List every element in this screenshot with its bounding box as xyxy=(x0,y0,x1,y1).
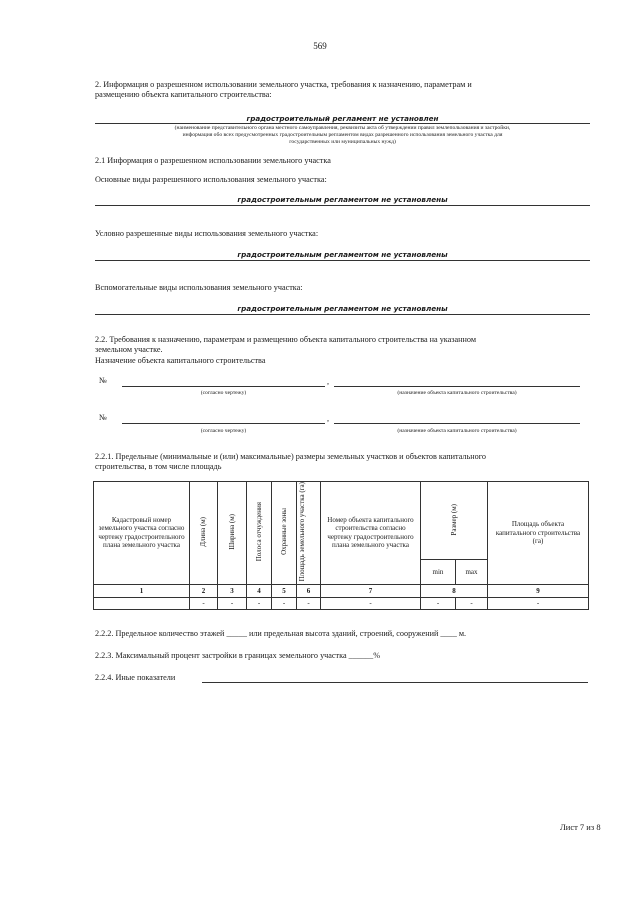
regulation-note-1: (наименование представительного органа местного самоуправления, реквизиты акта об утверждении правил землепользования и застройки, xyxy=(174,125,511,131)
col-number-9: 9 xyxy=(488,584,589,597)
other-indicators-field[interactable] xyxy=(202,682,588,683)
sheet-counter: Лист 7 из 8 xyxy=(560,822,601,832)
header-protection-zones-text: Охранные зоны xyxy=(279,508,288,556)
main-uses-underline xyxy=(95,205,590,206)
col-number-3: 3 xyxy=(218,584,247,597)
object-number-label-1: № xyxy=(99,376,107,385)
comma-1: , xyxy=(327,377,330,386)
section-2-2-1-heading-cont: строительства, в том числе площадь xyxy=(95,462,222,471)
object-number-label-2: № xyxy=(99,413,107,422)
col-number-6: 6 xyxy=(297,584,321,597)
data-cell-7: - xyxy=(321,597,421,609)
col-number-5: 5 xyxy=(272,584,297,597)
header-object-area-text: Площадь объекта капитального строительства (га) xyxy=(495,520,581,546)
main-uses-label: Основные виды разрешенного использования земельного участка: xyxy=(95,175,327,184)
header-size xyxy=(421,482,488,560)
header-length xyxy=(190,482,218,585)
header-object-number-text: Номер объекта капитального строительства согласно чертежу градостроительного плана земельного участка xyxy=(327,515,414,550)
header-width xyxy=(218,482,247,585)
auxiliary-uses-underline xyxy=(95,314,590,315)
header-exclusion-strip xyxy=(247,482,272,585)
auxiliary-uses-label: Вспомогательные виды использования земельного участка: xyxy=(95,283,303,292)
section-2-2-3: 2.2.3. Максимальный процент застройки в границах земельного участка ______% xyxy=(95,651,381,660)
page-number: 569 xyxy=(313,41,327,51)
data-cell-10: - xyxy=(488,597,589,609)
header-cadastral-number-text: Кадастровый номер земельного участка согласно чертежу градостроительного плана земельного участка xyxy=(98,515,185,550)
data-cell-5: - xyxy=(272,597,297,609)
header-plot-area-text: Площадь земельного участка (га) xyxy=(297,482,306,582)
section-2-2-2: 2.2.2. Предельное количество этажей _____ или предельная высота зданий, строений, сооружений ____ м. xyxy=(95,629,467,638)
object-number-field-1[interactable] xyxy=(122,386,325,387)
col-number-8: 8 xyxy=(421,584,488,597)
regulation-underline xyxy=(95,123,590,124)
caption-left-1: (согласно чертежу) xyxy=(200,390,247,396)
object-purpose-field-1[interactable] xyxy=(334,386,580,387)
conditional-uses-value: градостроительным регламентом не установлены xyxy=(237,250,448,259)
header-cadastral-number xyxy=(94,482,190,585)
header-object-number xyxy=(321,482,421,585)
auxiliary-uses-value: градостроительным регламентом не установлены xyxy=(237,304,448,313)
caption-right-1: (назначение объекта капитального строительства) xyxy=(397,390,517,396)
section-2-2-4-label: 2.2.4. Иные показатели xyxy=(95,673,176,682)
col-number-4: 4 xyxy=(247,584,272,597)
header-size-min: min xyxy=(421,560,456,585)
data-cell-1 xyxy=(94,597,190,609)
header-protection-zones xyxy=(272,482,297,585)
caption-left-2: (согласно чертежу) xyxy=(200,428,247,434)
caption-right-2: (назначение объекта капитального строительства) xyxy=(397,428,517,434)
data-cell-8: - xyxy=(421,597,456,609)
header-length-text: Длина (м) xyxy=(199,516,208,547)
conditional-uses-underline xyxy=(95,260,590,261)
section-2-heading-cont: размещению объекта капитального строительства: xyxy=(95,90,272,99)
section-2-heading: 2. Информация о разрешенном использовании земельного участка, требования к назначению, параметрам и xyxy=(95,80,472,89)
section-2-2-heading-cont: земельном участке. xyxy=(95,345,163,354)
main-uses-value: градостроительным регламентом не установлены xyxy=(237,195,448,204)
data-cell-3: - xyxy=(218,597,247,609)
regulation-note-2: информация обо всех предусмотренных градостроительным регламентом видах разрешенного использования земельного участка для xyxy=(182,132,503,138)
section-2-2-1-heading: 2.2.1. Предельные (минимальные и (или) максимальные) размеры земельных участков и объектов капитального xyxy=(95,452,486,461)
purpose-label: Назначение объекта капитального строительства xyxy=(95,356,266,365)
header-size-max: max xyxy=(456,560,488,585)
col-number-7: 7 xyxy=(321,584,421,597)
header-exclusion-strip-text: Полоса отчуждения xyxy=(254,502,263,562)
data-cell-2: - xyxy=(190,597,218,609)
data-cell-9: - xyxy=(456,597,488,609)
header-object-area xyxy=(488,482,589,585)
object-number-field-2[interactable] xyxy=(122,423,325,424)
regulation-note-3: государственных или муниципальных нужд) xyxy=(289,139,396,145)
header-width-text: Ширина (м) xyxy=(227,513,236,550)
header-size-text: Размер (м) xyxy=(449,503,458,536)
col-number-1: 1 xyxy=(94,584,190,597)
object-purpose-field-2[interactable] xyxy=(334,423,580,424)
regulation-title: градостроительный регламент не установлен xyxy=(246,114,439,123)
parameters-table xyxy=(93,481,589,610)
comma-2: , xyxy=(327,414,330,423)
data-cell-4: - xyxy=(247,597,272,609)
conditional-uses-label: Условно разрешенные виды использования земельного участка: xyxy=(95,229,319,238)
section-2-1-heading: 2.1 Информация о разрешенном использовании земельного участка xyxy=(95,156,331,165)
section-2-2-heading: 2.2. Требования к назначению, параметрам и размещению объекта капитального строительства на указанном xyxy=(95,335,477,344)
header-plot-area xyxy=(297,482,321,585)
data-cell-6: - xyxy=(297,597,321,609)
col-number-2: 2 xyxy=(190,584,218,597)
